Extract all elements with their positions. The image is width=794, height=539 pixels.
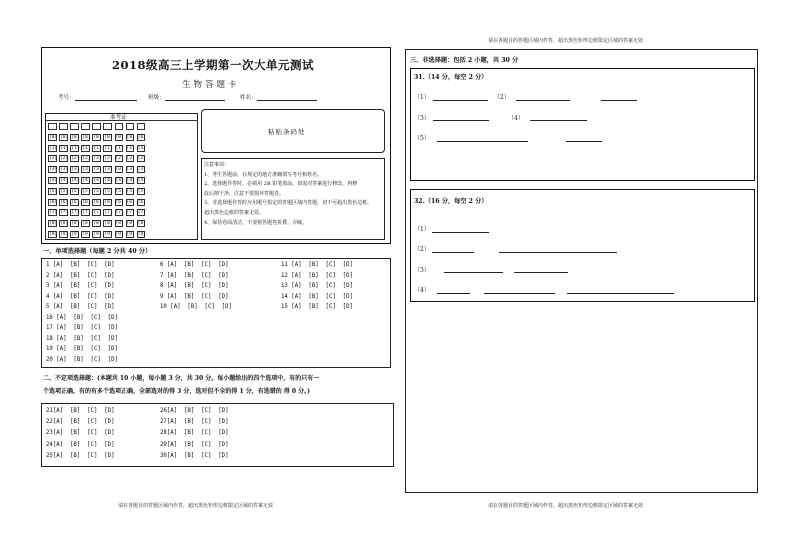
ticket-digit-bubble[interactable]: [1] xyxy=(71,145,80,151)
answer-options[interactable]: [A] [B] [C] [D] xyxy=(52,335,118,342)
ticket-digit-bubble[interactable]: [6] xyxy=(71,199,80,205)
ticket-digit-bubble[interactable]: [5] xyxy=(104,188,113,194)
q31-blank-3[interactable] xyxy=(601,100,637,101)
ticket-digit-bubble[interactable]: [0] xyxy=(126,134,135,140)
ticket-digit-bubble[interactable]: [6] xyxy=(137,199,146,205)
q31-label-4: （4） xyxy=(508,115,524,122)
ticket-digit-bubble[interactable]: [8] xyxy=(126,221,135,227)
question-number: 29 xyxy=(160,441,167,448)
q32-label-2: （2） xyxy=(414,246,430,253)
card-subtitle: 生物答题卡 xyxy=(182,80,240,90)
ticket-input-cell[interactable] xyxy=(70,123,79,130)
question-number: 30 xyxy=(160,452,167,459)
ticket-digit-row xyxy=(48,155,148,162)
answer-row[interactable] xyxy=(46,273,115,279)
answer-options[interactable]: [A] [B] [C] [D] xyxy=(166,408,229,414)
page-title: 2018级高三上学期第一次大单元测试 xyxy=(112,58,315,72)
q31-blank-5[interactable] xyxy=(530,120,587,121)
ticket-digit-row xyxy=(48,231,148,238)
barcode-label: 粘贴条码处 xyxy=(268,128,306,136)
q32-blank-8[interactable] xyxy=(567,293,674,294)
ticket-input-cell[interactable] xyxy=(115,123,124,130)
ticket-digit-row xyxy=(48,199,148,206)
answer-options[interactable]: [A] [B] [C] [D] xyxy=(52,430,115,437)
ticket-digit-row xyxy=(48,166,148,173)
ticket-digit-bubble[interactable]: [1] xyxy=(93,145,102,151)
question-number: 17 xyxy=(46,325,53,331)
ticket-digit-bubble[interactable]: [8] xyxy=(104,221,113,227)
ticket-digit-bubble[interactable]: [0] xyxy=(115,134,124,140)
ticket-digit-bubble[interactable]: [8] xyxy=(115,221,124,227)
ticket-digit-bubble[interactable]: [9] xyxy=(49,232,58,237)
answer-options[interactable]: [A] [B] [C] [D] xyxy=(163,262,229,268)
ticket-input-cell[interactable] xyxy=(103,123,112,130)
answer-options[interactable]: [A] [B] [C] [D] xyxy=(49,293,115,300)
ticket-digit-bubble[interactable]: [6] xyxy=(115,199,124,205)
question-number: 13 xyxy=(281,283,288,289)
ticket-digit-bubble[interactable]: [9] xyxy=(115,232,124,237)
ticket-digit-bubble[interactable]: [1] xyxy=(49,145,58,151)
ticket-digit-bubble[interactable]: [7] xyxy=(126,210,135,216)
ticket-digit-bubble[interactable]: [5] xyxy=(49,188,58,194)
ticket-input-cell[interactable] xyxy=(92,123,101,130)
ticket-digit-bubble[interactable]: [7] xyxy=(93,210,102,216)
field-class xyxy=(148,93,225,101)
q32-blank-4[interactable] xyxy=(444,272,503,273)
answer-row[interactable] xyxy=(160,419,229,425)
answer-options[interactable]: [A] [B] [C] [D] xyxy=(52,314,118,321)
q31-label-3: （3） xyxy=(414,115,430,122)
ticket-input-cell[interactable] xyxy=(59,123,68,130)
field-class-label: 班级： xyxy=(148,95,165,101)
question-number: 6 xyxy=(160,262,164,268)
ticket-digit-bubble[interactable]: [6] xyxy=(126,199,135,205)
bottom-note-right: 请在各题目的答题区域内作答，超出黑色矩形边框限定区域的答案无效 xyxy=(488,503,644,509)
ticket-digit-bubble[interactable]: [0] xyxy=(104,134,113,140)
section3-heading: 三、非选择题：包括 2 小题，共 30 分 xyxy=(410,57,519,64)
ticket-digit-bubble[interactable]: [3] xyxy=(93,167,102,173)
ticket-digit-bubble[interactable]: [8] xyxy=(71,221,80,227)
q31-blank-6[interactable] xyxy=(437,141,528,142)
question-number: 25 xyxy=(46,452,53,459)
ticket-digit-bubble[interactable]: [1] xyxy=(126,145,135,151)
ticket-digit-bubble[interactable]: [7] xyxy=(104,210,113,216)
ticket-digit-row xyxy=(48,145,148,152)
answer-row[interactable] xyxy=(160,283,229,289)
answer-row[interactable] xyxy=(46,325,118,331)
notice-line-6: 4、保持卷面清洁，不要将答题卷折叠，弄破。 xyxy=(204,219,308,226)
ticket-digit-bubble[interactable]: [8] xyxy=(49,221,58,227)
ticket-digit-bubble[interactable]: [4] xyxy=(49,178,58,183)
answer-options[interactable]: [A] [B] [C] [D] xyxy=(52,356,118,363)
answer-row[interactable] xyxy=(160,453,229,459)
answer-row[interactable] xyxy=(46,419,115,425)
question-number: 4 xyxy=(46,293,50,300)
ticket-digit-bubble[interactable]: [3] xyxy=(82,167,91,173)
ticket-input-cell[interactable] xyxy=(81,123,90,130)
q31-blank-7[interactable] xyxy=(566,141,602,142)
answer-options[interactable]: [A] [B] [C] [D] xyxy=(49,304,115,310)
answer-row[interactable] xyxy=(46,346,118,352)
notice-line-5: 超出黑色边框的答案无效。 xyxy=(204,209,265,216)
ticket-digit-bubble[interactable]: [3] xyxy=(137,167,146,173)
field-exam-number-line[interactable] xyxy=(75,95,137,101)
ticket-digit-bubble[interactable]: [5] xyxy=(93,188,102,194)
question-number: 15 xyxy=(281,304,288,310)
answer-options[interactable]: [A] [B] [C] [D] xyxy=(52,325,118,331)
answer-options[interactable]: [A] [B] [C] [D] xyxy=(166,452,229,459)
ticket-input-cell[interactable] xyxy=(48,123,57,130)
question-number: 3 xyxy=(46,283,50,289)
notice-text xyxy=(204,161,372,228)
answer-row[interactable] xyxy=(46,294,115,300)
q32-blank-5[interactable] xyxy=(514,272,568,273)
field-name-line[interactable] xyxy=(257,95,317,101)
question-number: 16 xyxy=(46,314,53,321)
ticket-digit-bubble[interactable]: [6] xyxy=(82,199,91,205)
ticket-digit-bubble[interactable]: [2] xyxy=(137,156,146,162)
notice-title: 注意事项： xyxy=(204,162,230,168)
ticket-digit-bubble[interactable]: [6] xyxy=(60,199,69,205)
q32-label-3: （3） xyxy=(414,267,430,274)
ticket-digit-bubble[interactable]: [7] xyxy=(115,210,124,216)
q31-title: 31.（14 分，每空 2 分） xyxy=(414,74,488,81)
answer-row[interactable] xyxy=(46,262,115,268)
ticket-digit-bubble[interactable]: [1] xyxy=(60,145,69,151)
ticket-digit-bubble[interactable]: [2] xyxy=(71,156,80,162)
q31-box xyxy=(410,68,755,181)
ticket-digit-bubble[interactable]: [3] xyxy=(115,167,124,173)
ticket-digit-bubble[interactable]: [3] xyxy=(71,167,80,173)
ticket-digit-bubble[interactable]: [3] xyxy=(60,167,69,173)
answer-options[interactable]: [A] [B] [C] [D] xyxy=(49,283,115,289)
ticket-digit-bubble[interactable]: [5] xyxy=(71,188,80,194)
q32-blank-1[interactable] xyxy=(432,232,489,233)
answer-row[interactable] xyxy=(281,294,353,300)
answer-options[interactable]: [A] [B] [C] [D] xyxy=(163,293,229,300)
ticket-digit-bubble[interactable]: [5] xyxy=(126,188,135,194)
ticket-digit-bubble[interactable]: [8] xyxy=(82,221,91,227)
q32-blank-2[interactable] xyxy=(432,252,474,253)
ticket-digit-bubble[interactable]: [9] xyxy=(126,232,135,237)
question-number: 18 xyxy=(46,335,53,342)
notice-line-1: 1、考生答题前，在规定的地方准确填写考号和姓名。 xyxy=(204,171,323,178)
field-exam-number-label: 考号： xyxy=(58,95,75,101)
field-exam-number xyxy=(58,93,137,101)
answer-options[interactable]: [A] [B] [C] [D] xyxy=(166,430,229,437)
question-number: 21 xyxy=(46,408,53,414)
question-number: 7 xyxy=(160,272,164,279)
ticket-digit-bubble[interactable]: [9] xyxy=(60,232,69,237)
ticket-digit-row xyxy=(48,134,148,141)
question-number: 28 xyxy=(160,430,167,437)
answer-options[interactable]: [A] [B] [C] [D] xyxy=(49,272,115,279)
question-number: 19 xyxy=(46,346,53,352)
answer-row[interactable] xyxy=(160,294,229,300)
question-number: 27 xyxy=(160,419,167,426)
answer-options[interactable]: [A] [B] [C] [D] xyxy=(287,304,353,310)
question-number: 24 xyxy=(46,441,53,448)
answer-options[interactable]: [A] [B] [C] [D] xyxy=(287,293,353,300)
answer-options[interactable]: [A] [B] [C] [D] xyxy=(287,262,353,268)
ticket-digit-bubble[interactable]: [6] xyxy=(104,199,113,205)
ticket-digit-row xyxy=(48,188,148,195)
answer-row[interactable] xyxy=(46,442,115,448)
answer-row[interactable] xyxy=(46,336,118,342)
answer-row[interactable] xyxy=(160,262,229,268)
ticket-digit-bubble[interactable]: [4] xyxy=(104,178,113,183)
question-number: 20 xyxy=(46,356,53,363)
ticket-digit-bubble[interactable]: [4] xyxy=(60,178,69,183)
answer-options[interactable]: [A] [B] [C] [D] xyxy=(166,419,229,426)
question-number: 12 xyxy=(281,272,288,279)
answer-row[interactable] xyxy=(281,273,353,279)
ticket-digit-bubble[interactable]: [2] xyxy=(104,156,113,162)
answer-row[interactable] xyxy=(46,283,115,289)
ticket-digit-bubble[interactable]: [8] xyxy=(137,221,146,227)
ticket-digit-bubble[interactable]: [9] xyxy=(82,232,91,237)
question-number: 2 xyxy=(46,272,50,279)
ticket-digit-bubble[interactable]: [0] xyxy=(49,134,58,140)
ticket-digit-bubble[interactable]: [3] xyxy=(126,167,135,173)
answer-row[interactable] xyxy=(46,315,118,321)
ticket-header-line xyxy=(45,120,198,121)
answer-options[interactable]: [A] [B] [C] [D] xyxy=(166,441,229,448)
ticket-digit-bubble[interactable]: [1] xyxy=(104,145,113,151)
ticket-digit-bubble[interactable]: [3] xyxy=(104,167,113,173)
answer-row[interactable] xyxy=(46,357,118,363)
answer-row[interactable] xyxy=(160,430,229,436)
answer-options[interactable]: [A] [B] [C] [D] xyxy=(52,419,115,426)
ticket-input-row xyxy=(48,123,148,130)
answer-row[interactable] xyxy=(160,304,232,310)
ticket-digit-bubble[interactable]: [2] xyxy=(60,156,69,162)
ticket-digit-bubble[interactable]: [2] xyxy=(115,156,124,162)
question-number: 23 xyxy=(46,430,53,437)
ticket-digit-bubble[interactable]: [9] xyxy=(104,232,113,237)
section2-heading-line1: 二、不定项选择题：(本题共 10 小题，每小题 3 分，共 30 分。每小题给出的四个选项中，有的只有一 xyxy=(43,375,320,382)
answer-row[interactable] xyxy=(281,283,353,289)
answer-row[interactable] xyxy=(46,453,115,459)
question-number: 5 xyxy=(46,304,50,310)
q32-label-1: （1） xyxy=(414,226,430,233)
ticket-digit-bubble[interactable]: [0] xyxy=(137,134,146,140)
question-number: 22 xyxy=(46,419,53,426)
answer-row[interactable] xyxy=(46,430,115,436)
answer-row[interactable] xyxy=(160,408,229,414)
ticket-digit-bubble[interactable]: [4] xyxy=(137,178,146,183)
question-number: 11 xyxy=(281,262,288,268)
question-number: 14 xyxy=(281,293,288,300)
question-number: 1 xyxy=(46,262,50,268)
ticket-digit-bubble[interactable]: [1] xyxy=(82,145,91,151)
ticket-digit-bubble[interactable]: [8] xyxy=(60,221,69,227)
q32-blank-3[interactable] xyxy=(499,252,617,253)
notice-line-3: 改后擦干净，注意不要损坏答题卷。 xyxy=(204,190,285,197)
answer-row[interactable] xyxy=(281,304,353,310)
notice-line-4: 3、非选择题作答时应用题号指定的答题区域内答题，切不可超出黑色边框， xyxy=(204,200,373,207)
answer-options[interactable]: [A] [B] [C] [D] xyxy=(166,304,232,310)
notice-line-2: 2、选择题作答时，必须用 2B 铅笔填涂，如需对答案进行修改，再修 xyxy=(204,181,358,188)
ticket-label: 准考证 xyxy=(110,115,127,121)
section2-heading-line2: 个选项正确，有的有多个选项正确，全部选对的得 3 分，选对但不全的得 1 分，有选错的 得 0 分。) xyxy=(43,388,310,395)
ticket-digit-bubble[interactable]: [0] xyxy=(60,134,69,140)
ticket-digit-bubble[interactable]: [9] xyxy=(93,232,102,237)
q32-title: 32.（16 分，每空 2 分） xyxy=(414,198,488,205)
ticket-digit-bubble[interactable]: [0] xyxy=(93,134,102,140)
ticket-digit-bubble[interactable]: [5] xyxy=(137,188,146,194)
ticket-digit-bubble[interactable]: [2] xyxy=(49,156,58,162)
question-number: 8 xyxy=(160,283,164,289)
answer-options[interactable]: [A] [B] [C] [D] xyxy=(163,272,229,279)
ticket-digit-bubble[interactable]: [4] xyxy=(82,178,91,183)
field-class-line[interactable] xyxy=(165,95,225,101)
ticket-digit-bubble[interactable]: [3] xyxy=(49,167,58,173)
ticket-digit-bubble[interactable]: [5] xyxy=(60,188,69,194)
ticket-digit-bubble[interactable]: [8] xyxy=(93,221,102,227)
q31-label-5: （5） xyxy=(414,135,430,142)
answer-row[interactable] xyxy=(46,304,115,310)
answer-options[interactable]: [A] [B] [C] [D] xyxy=(49,262,115,268)
q31-blank-4[interactable] xyxy=(433,120,489,121)
ticket-digit-bubble[interactable]: [0] xyxy=(71,134,80,140)
ticket-digit-bubble[interactable]: [9] xyxy=(71,232,80,237)
ticket-digit-row xyxy=(48,220,148,227)
ticket-digit-bubble[interactable]: [7] xyxy=(60,210,69,216)
question-number: 26 xyxy=(160,408,167,414)
ticket-digit-bubble[interactable]: [4] xyxy=(71,178,80,183)
ticket-digit-bubble[interactable]: [6] xyxy=(49,199,58,205)
field-name-label: 姓名： xyxy=(240,95,257,101)
ticket-digit-bubble[interactable]: [5] xyxy=(115,188,124,194)
ticket-digit-bubble[interactable]: [2] xyxy=(126,156,135,162)
q31-blank-1[interactable] xyxy=(433,100,488,101)
bottom-note-left: 请在各题目的答题区域内作答，超出黑色矩形边框限定区域的答案无效 xyxy=(118,503,274,509)
ticket-digit-bubble[interactable]: [7] xyxy=(82,210,91,216)
answer-options[interactable]: [A] [B] [C] [D] xyxy=(287,272,353,279)
ticket-digit-bubble[interactable]: [4] xyxy=(126,178,135,183)
q32-blank-7[interactable] xyxy=(484,293,555,294)
ticket-digit-bubble[interactable]: [7] xyxy=(71,210,80,216)
answer-row[interactable] xyxy=(46,408,115,414)
ticket-digit-bubble[interactable]: [0] xyxy=(82,134,91,140)
ticket-digit-bubble[interactable]: [4] xyxy=(93,178,102,183)
ticket-digit-bubble[interactable]: [1] xyxy=(137,145,146,151)
answer-options[interactable]: [A] [B] [C] [D] xyxy=(287,283,353,289)
answer-row[interactable] xyxy=(160,442,229,448)
answer-options[interactable]: [A] [B] [C] [D] xyxy=(52,452,115,459)
question-number: 9 xyxy=(160,293,164,300)
answer-options[interactable]: [A] [B] [C] [D] xyxy=(52,408,115,414)
ticket-digit-bubble[interactable]: [2] xyxy=(82,156,91,162)
top-note-right: 请在各题目的答题区域内作答，超出黑色矩形边框限定区域的答案无效 xyxy=(488,38,644,44)
ticket-digit-bubble[interactable]: [7] xyxy=(137,210,146,216)
answer-row[interactable] xyxy=(160,273,229,279)
ticket-digit-bubble[interactable]: [1] xyxy=(115,145,124,151)
ticket-digit-bubble[interactable]: [5] xyxy=(82,188,91,194)
ticket-digit-row xyxy=(48,177,148,184)
q31-blank-2[interactable] xyxy=(516,100,570,101)
answer-options[interactable]: [A] [B] [C] [D] xyxy=(52,346,118,352)
ticket-digit-bubble[interactable]: [9] xyxy=(137,232,146,237)
answer-options[interactable]: [A] [B] [C] [D] xyxy=(163,283,229,289)
ticket-digit-bubble[interactable]: [4] xyxy=(115,178,124,183)
q31-label-2: （2） xyxy=(494,94,510,101)
q31-label-1: （1） xyxy=(414,94,430,101)
ticket-digit-row xyxy=(48,209,148,216)
ticket-digit-bubble[interactable]: [7] xyxy=(49,210,58,216)
field-name xyxy=(240,93,317,101)
ticket-digit-bubble[interactable]: [6] xyxy=(93,199,102,205)
q32-blank-6[interactable] xyxy=(437,293,470,294)
q32-box xyxy=(410,189,755,302)
answer-options[interactable]: [A] [B] [C] [D] xyxy=(52,441,115,448)
ticket-input-cell[interactable] xyxy=(137,123,146,130)
ticket-input-cell[interactable] xyxy=(126,123,135,130)
q32-label-4: （4） xyxy=(414,287,430,294)
answer-row[interactable] xyxy=(281,262,353,268)
question-number: 10 xyxy=(160,304,167,310)
section1-heading: 一、单项选择题（每题 2 分共 40 分） xyxy=(43,248,152,255)
ticket-digit-bubble[interactable]: [2] xyxy=(93,156,102,162)
